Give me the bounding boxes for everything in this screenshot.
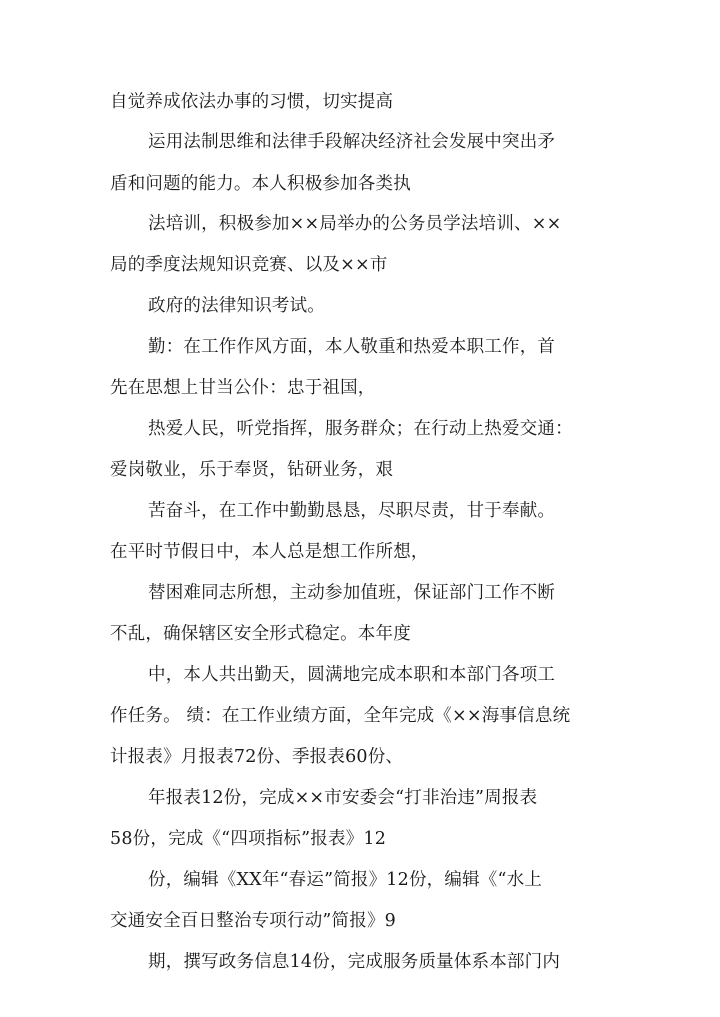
text-line: 计报表》月报表72份、季报表60份、 <box>110 747 404 767</box>
text-line: 苦奋斗，在工作中勤勤恳恳，尽职尽责，甘于奉献。 <box>148 501 556 521</box>
text-line: 盾和问题的能力。本人积极参加各类执 <box>110 174 411 194</box>
text-line: 自觉养成依法办事的习惯，切实提高 <box>110 92 394 112</box>
text-line: 中，本人共出勤天，圆满地完成本职和本部门各项工 <box>148 665 556 685</box>
text-line: 爱岗敬业，乐于奉贤，钻研业务，艰 <box>110 460 394 480</box>
text-line: 作任务。 绩：在工作业绩方面，全年完成《××海事信息统 <box>110 706 571 726</box>
text-line: 法培训，积极参加××局举办的公务员学法培训、×× <box>148 214 562 234</box>
text-line: 期，撰写政务信息14份，完成服务质量体系本部门内 <box>148 952 561 972</box>
text-line: 58份，完成《“四项指标”报表》12 <box>110 829 387 849</box>
text-line: 替困难同志所想，主动参加值班，保证部门工作不断 <box>148 583 556 603</box>
text-line: 运用法制思维和法律手段解决经济社会发展中突出矛 <box>148 132 556 152</box>
text-line: 局的季度法规知识竞赛、以及××市 <box>110 255 388 275</box>
text-line: 在平时节假日中，本人总是想工作所想， <box>110 542 429 562</box>
text-line: 年报表12份，完成××市安委会“打非治违”周报表 <box>148 788 538 808</box>
text-line: 份，编辑《XX年“春运”简报》12份，编辑《“水上 <box>148 870 543 890</box>
text-line: 热爱人民，听党指挥，服务群众；在行动上热爱交通： <box>148 419 573 439</box>
text-line: 不乱，确保辖区安全形式稳定。本年度 <box>110 624 411 644</box>
text-line: 交通安全百日整治专项行动”简报》9 <box>110 911 396 931</box>
text-line: 政府的法律知识考试。 <box>148 296 325 316</box>
text-line: 勤：在工作作风方面，本人敬重和热爱本职工作，首 <box>148 337 556 357</box>
text-line: 先在思想上甘当公仆：忠于祖国， <box>110 378 376 398</box>
